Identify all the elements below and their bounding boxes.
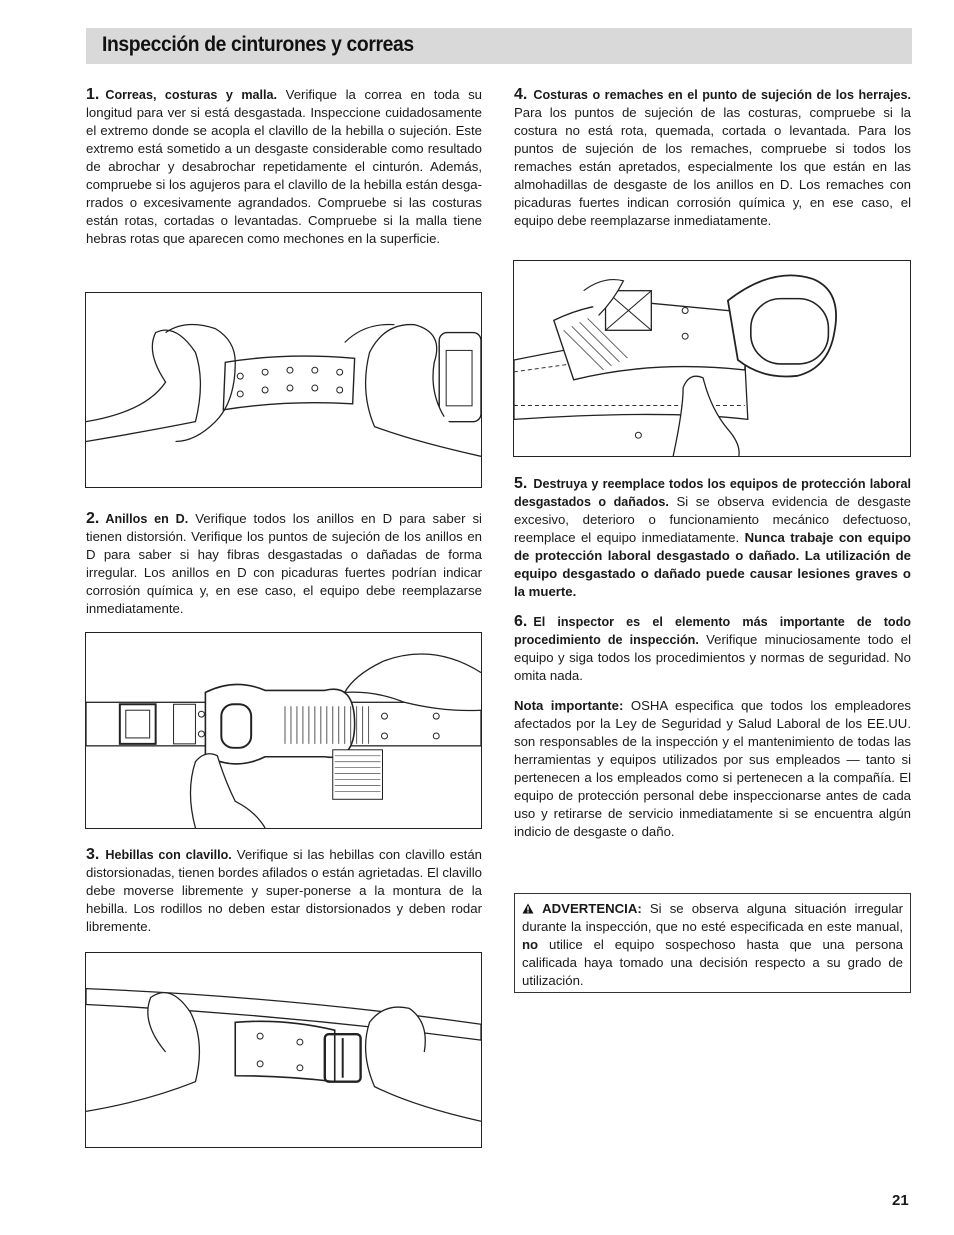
figure-rivet-inspection [513, 260, 911, 457]
warning-triangle-icon [522, 903, 534, 914]
warning-text [522, 900, 903, 990]
section-body: Verifique todos los anillos en D para saber si tienen distorsión. Verifique los puntos de sujeción de los anillos en D para saber si hay fibras desgastadas o dañadas de forma irregular. Los anillos en D con picaduras fuertes podrían indicar corrosión química y, en ese caso, el equipo debe reemplazarse inmediatamente. [86, 511, 482, 616]
section-bold-warning: Nunca trabaje con equipo de protección laboral desgastado o dañado. La utilización de equipo desgastado o dañado puede causar lesiones graves o la muerte. [514, 530, 911, 599]
important-note [514, 697, 911, 841]
section-number: 6. [514, 613, 528, 630]
section-body: Verifique la correa en toda su longitud para ver si está desgastada. Inspeccione cuidadosamente el extremo donde se acopla el clavillo de la hebilla o sujeción. Este extremo está sometido a un desgaste considerable como resultado de abrochar y desabrochar repetidamente el cinturón. Además, compruebe si los agujeros para el clavillo de la hebilla están desga-rrados o excesivamente agrandados. Compruebe si las costuras están rotas, cortadas o levantadas. Compruebe si la malla tiene hebras rotas que aparecen como mechones en la superficie. [86, 87, 482, 246]
warning-body-1: Si se observa alguna situación irregular durante la inspección, que no esté especificada en este manual, [522, 901, 903, 934]
page-number: 21 [892, 1192, 909, 1209]
section-body: Para los puntos de sujeción de las costuras, compruebe si la costura no está rota, quemada, cortada o levantada. Para los puntos de sujeción de los remaches, compruebe si todos los remaches están apretados, especialmente los que están en las almohadillas de desgaste de los anillos en D. Los remaches con picaduras fuertes indican corrosión química y, en ese caso, el equipo debe reemplazarse inmediatamente. [514, 105, 911, 228]
note-body: OSHA especifica que todos los empleadores afectados por la Ley de Seguridad y Salud Laboral de los EE.UU. son responsables de la inspección y el mantenimiento de todas las herramientas y equipos utilizados por sus empleados — tanto si pertenecen a los empleados como si pertenecen a la compañía. El equipo de protección personal debe inspeccionarse antes de cada uso y retirarse de servicio inmediatamente si se encuentra algún indicio de desgaste o daño. [514, 698, 911, 839]
figure-belt-strap-inspection [85, 292, 482, 488]
section-lead: El inspector es el elemento más importante de todo procedimiento de inspección. [514, 615, 911, 647]
section-body: Verifique si las hebillas con clavillo están distorsionadas, tienen bordes afilados o están agrietadas. El clavillo debe moverse libremente y super-ponerse a la montura de la hebilla. Los rodillos no deben estar distorsionados y deben rodar libremente. [86, 847, 482, 934]
section-1-text [86, 86, 482, 248]
warning-emphasis: no [522, 937, 539, 952]
section-number: 2. [86, 510, 100, 527]
section-5-text [514, 475, 911, 601]
warning-label: ADVERTENCIA: [542, 901, 642, 916]
section-body: Si se observa evidencia de desgaste excesivo, deterioro o funcionamiento mecánico defectuoso, reemplace el equipo inmediatamente. [514, 494, 911, 545]
section-4-text [514, 86, 911, 230]
section-body: Verifique minuciosamente todo el equipo y siga todos los procedimientos y normas de seguridad. No omita nada. [514, 632, 911, 683]
section-header-bar [86, 28, 912, 64]
figure-buckle-inspection [85, 952, 482, 1148]
section-number: 3. [86, 846, 100, 863]
section-number: 4. [514, 86, 528, 103]
section-lead: Costuras o remaches en el punto de sujeción de los herrajes. [533, 88, 911, 102]
warning-box [514, 893, 911, 993]
section-6-text [514, 613, 911, 685]
section-number: 5. [514, 475, 528, 492]
section-lead: Anillos en D. [105, 512, 189, 526]
section-2-text [86, 510, 482, 618]
section-lead: Destruya y reemplace todos los equipos de protección laboral desgastados o dañados. [514, 477, 911, 509]
note-label: Nota importante: [514, 698, 624, 713]
warning-body-2: utilice el equipo sospechoso hasta que una persona calificada haya tomado una decisión respecto a su grado de utilización. [522, 937, 903, 988]
figure-d-ring-inspection [85, 632, 482, 829]
section-lead: Correas, costuras y malla. [105, 88, 278, 102]
section-number: 1. [86, 86, 100, 103]
section-3-text [86, 846, 482, 936]
section-lead: Hebillas con clavillo. [105, 848, 232, 862]
page-title: Inspección de cinturones y correas [102, 33, 414, 56]
